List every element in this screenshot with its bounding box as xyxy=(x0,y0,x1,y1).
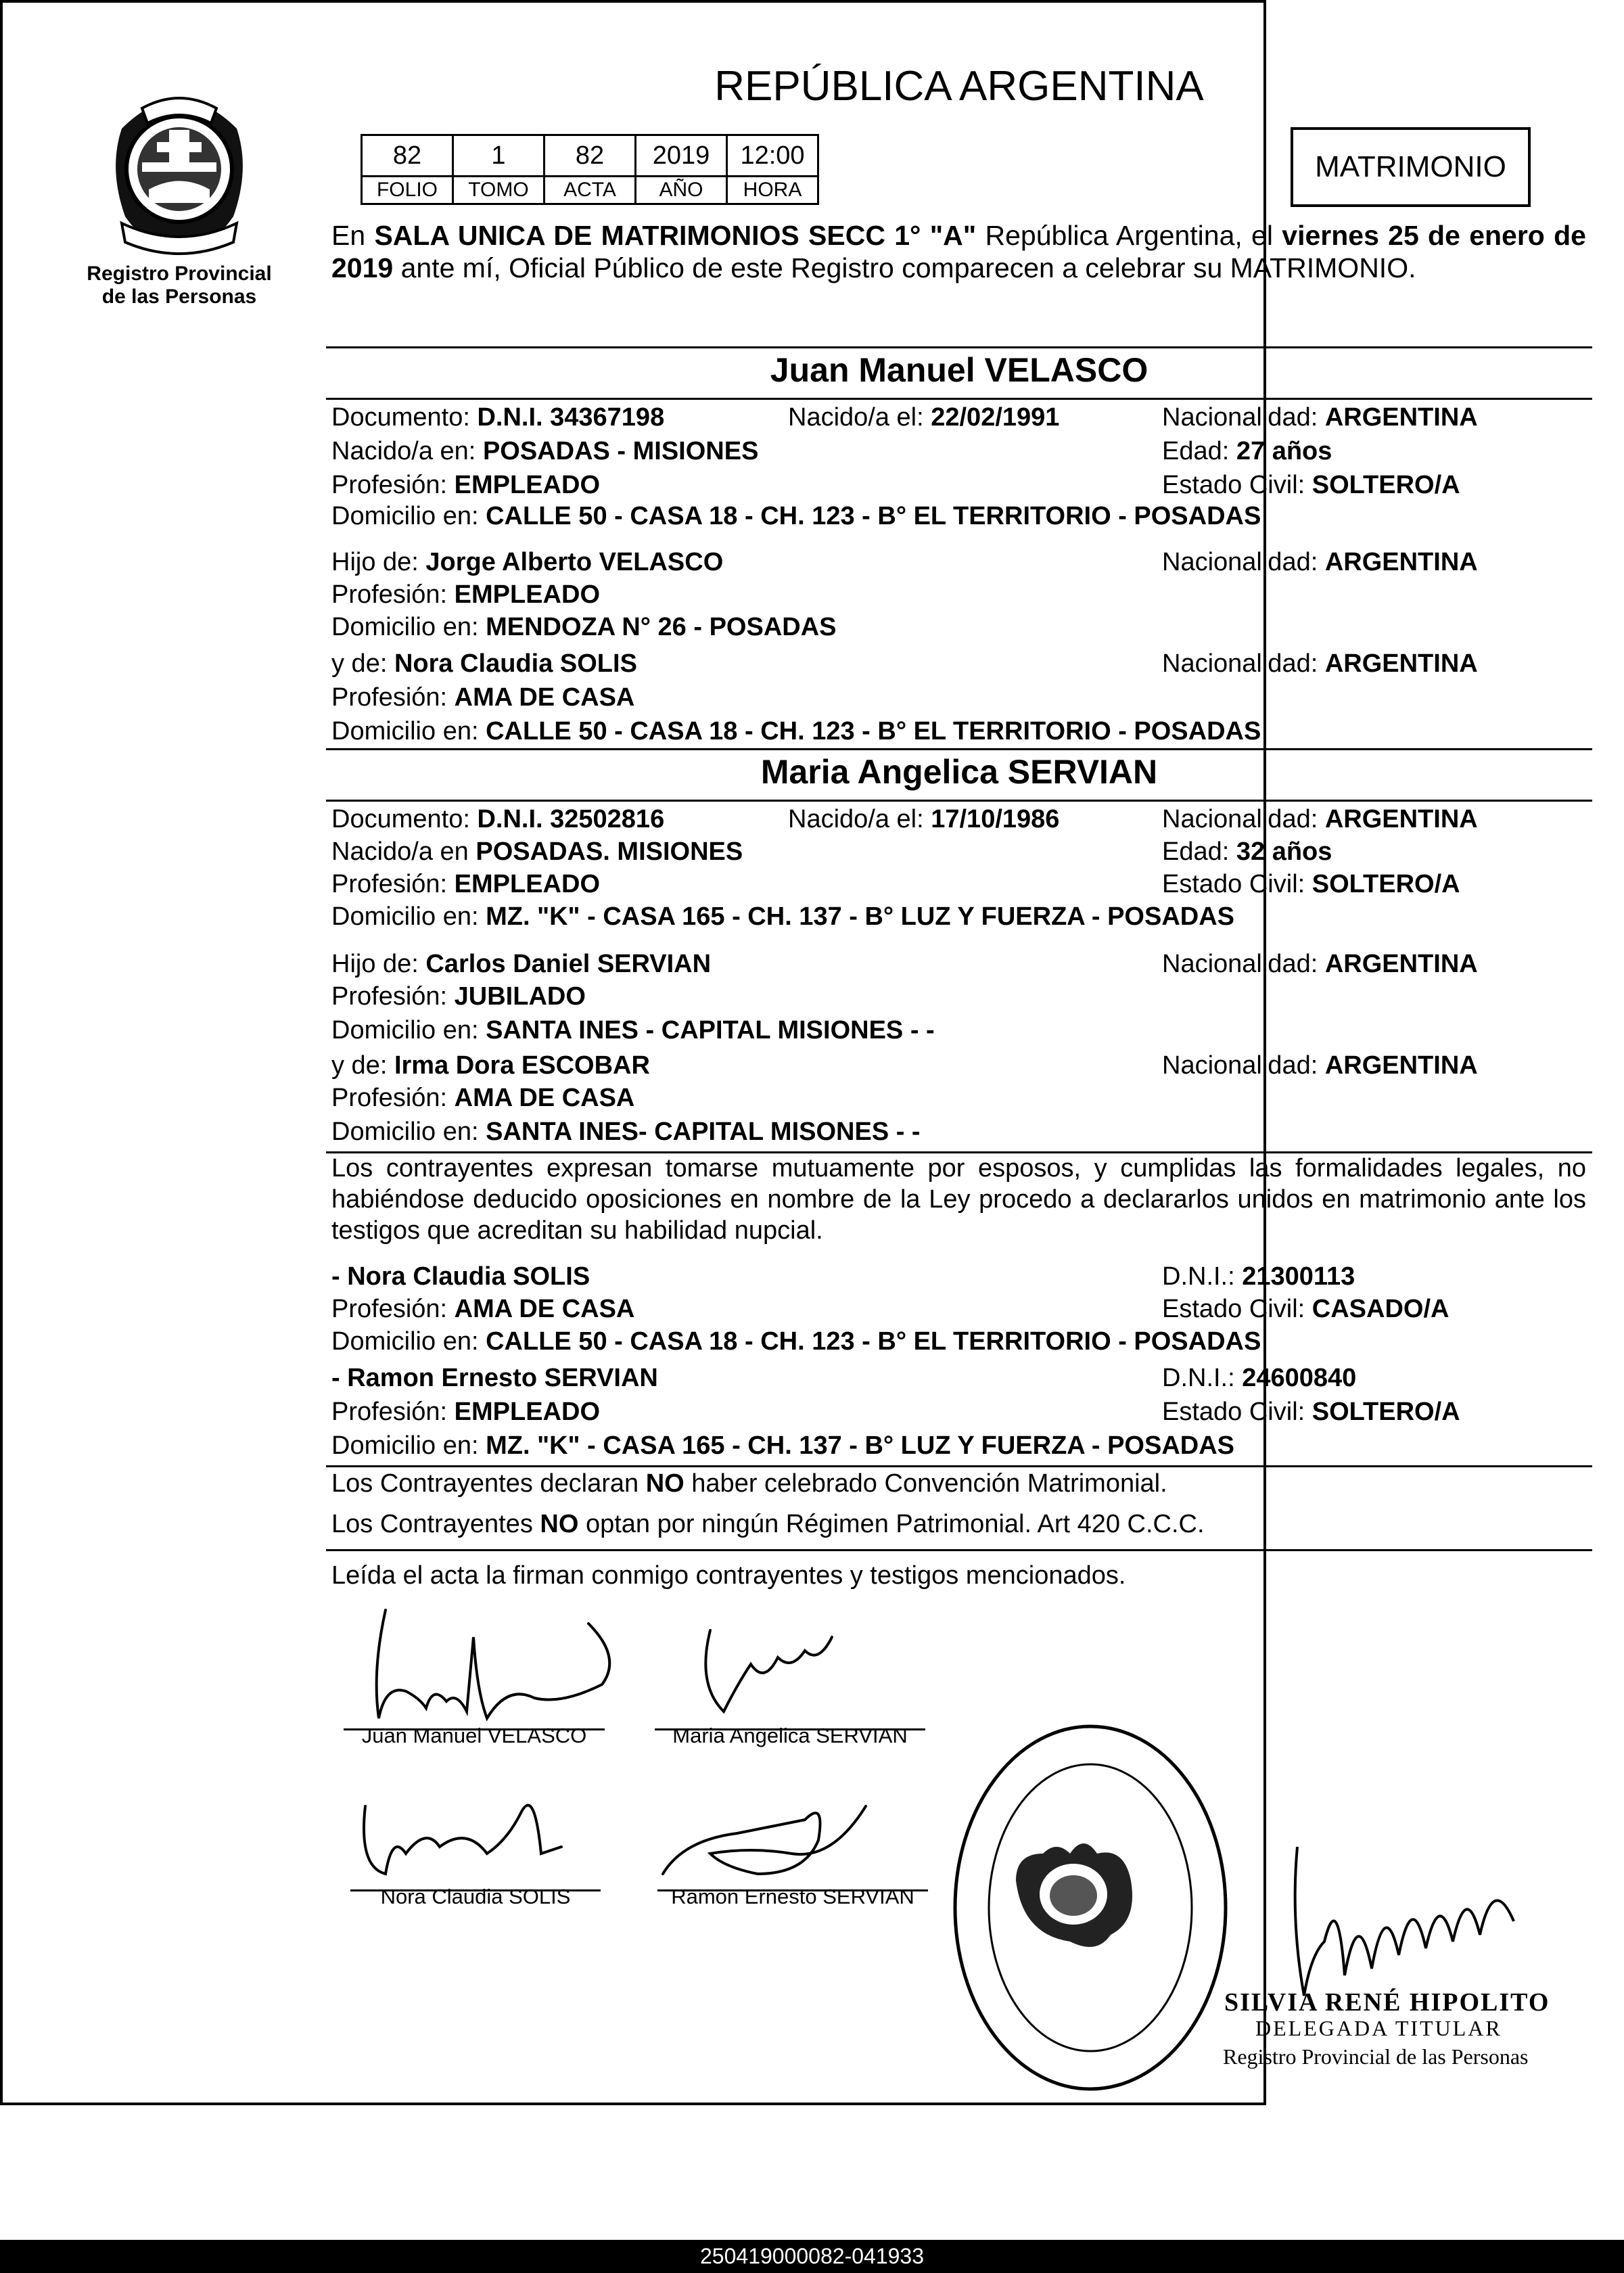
groom-mother-profession: Profesión: AMA DE CASA xyxy=(331,683,635,712)
folio-value: 82 xyxy=(362,135,453,177)
groom-birthplace: Nacido/a en: POSADAS - MISIONES xyxy=(331,437,759,465)
bride-mother-nationality: Nacionalidad: ARGENTINA xyxy=(1162,1051,1478,1080)
bride-father-nationality: Nacionalidad: ARGENTINA xyxy=(1162,950,1478,978)
divider xyxy=(326,398,1592,400)
witness2-civil-status: Estado Civil: SOLTERO/A xyxy=(1162,1398,1460,1426)
signature-intro: Leída el acta la firman conmigo contrayentes y testigos mencionados. xyxy=(331,1561,1126,1590)
witness2-dni: D.N.I.: 24600840 xyxy=(1162,1364,1357,1392)
witness2-address: Domicilio en: MZ. "K" - CASA 165 - CH. 137 - B° LUZ Y FUERZA - POSADAS xyxy=(331,1431,1235,1460)
divider xyxy=(326,346,1592,348)
groom-civil-status: Estado Civil: SOLTERO/A xyxy=(1162,471,1460,499)
witness1-civil-status: Estado Civil: CASADO/A xyxy=(1162,1295,1449,1323)
officer-name: SILVIA RENÉ HIPOLITO xyxy=(1224,1988,1550,2017)
acta-value: 82 xyxy=(544,135,636,177)
bride-birth-date: Nacido/a el: 17/10/1986 xyxy=(788,805,1060,833)
declaration-paragraph: Los contrayentes expresan tomarse mutuamente por esposos, y cumplidas las formalidades legales, no habiéndose deducido oposiciones en nombre de la Ley procedo a declararlos unidos en matrimonio ante los testigos que acreditan su habilidad nupcial. xyxy=(331,1154,1586,1245)
page-title: REPÚBLICA ARGENTINA xyxy=(714,63,1204,110)
provincial-seal-icon xyxy=(95,88,264,257)
bride-father-profession: Profesión: JUBILADO xyxy=(331,982,586,1011)
witness1-signature-label: Nora Claudia SOLIS xyxy=(380,1885,571,1908)
officer-organization: Registro Provincial de las Personas xyxy=(1223,2044,1529,2069)
year-value: 2019 xyxy=(636,135,727,177)
groom-mother: y de: Nora Claudia SOLIS xyxy=(331,649,637,678)
bride-civil-status: Estado Civil: SOLTERO/A xyxy=(1162,870,1460,898)
groom-father-nationality: Nacionalidad: ARGENTINA xyxy=(1162,548,1478,576)
groom-mother-address: Domicilio en: CALLE 50 - CASA 18 - CH. 123 - B° EL TERRITORIO - POSADAS xyxy=(331,717,1261,745)
ceremony-date: viernes 25 de enero de 2019 xyxy=(331,220,1586,283)
bride-signature-label: Maria Angelica SERVIAN xyxy=(672,1724,908,1747)
tomo-value: 1 xyxy=(453,135,544,177)
groom-name: Juan Manuel VELASCO xyxy=(770,351,1149,389)
intro-paragraph: En SALA UNICA DE MATRIMONIOS SECC 1° "A" República Argentina, el viernes 25 de enero de 2019 ante mí, Oficial Público de este Registro comparecen a celebrar su MATRIMONIO. xyxy=(331,220,1586,283)
registry-logo xyxy=(95,88,264,257)
hour-label: HORA xyxy=(727,177,818,204)
bride-mother-profession: Profesión: AMA DE CASA xyxy=(331,1084,635,1112)
document-code-bar: 250419000082-041933 xyxy=(0,2240,1624,2273)
logo-caption-line1: Registro Provincial xyxy=(87,262,272,285)
witness2-signature-label: Ramon Ernesto SERVIAN xyxy=(671,1885,914,1908)
bride-nationality: Nacionalidad: ARGENTINA xyxy=(1162,805,1478,833)
certificate-type-box: MATRIMONIO xyxy=(1291,127,1531,207)
bride-document: Documento: D.N.I. 32502816 xyxy=(331,805,665,833)
bride-name: Maria Angelica SERVIAN xyxy=(760,753,1158,791)
officer-title: DELEGADA TITULAR xyxy=(1255,2016,1502,2040)
groom-father-profession: Profesión: EMPLEADO xyxy=(331,580,601,609)
tomo-label: TOMO xyxy=(453,177,544,204)
folio-label: FOLIO xyxy=(362,177,453,204)
divider xyxy=(326,748,1592,750)
divider xyxy=(326,1549,1592,1551)
witness1-dni: D.N.I.: 21300113 xyxy=(1162,1262,1355,1291)
bride-mother-address: Domicilio en: SANTA INES- CAPITAL MISONES - - xyxy=(331,1118,921,1146)
groom-father: Hijo de: Jorge Alberto VELASCO xyxy=(331,548,724,576)
divider xyxy=(326,800,1592,802)
witness1-profession: Profesión: AMA DE CASA xyxy=(331,1295,635,1323)
bride-mother: y de: Irma Dora ESCOBAR xyxy=(331,1051,650,1080)
bride-age: Edad: 32 años xyxy=(1162,837,1332,866)
bride-father-address: Domicilio en: SANTA INES - CAPITAL MISIONES - - xyxy=(331,1016,935,1044)
hour-value: 12:00 xyxy=(727,135,818,177)
groom-age: Edad: 27 años xyxy=(1162,437,1332,465)
groom-profession: Profesión: EMPLEADO xyxy=(331,471,601,499)
record-meta-table xyxy=(361,134,819,205)
witness1-address: Domicilio en: CALLE 50 - CASA 18 - CH. 123 - B° EL TERRITORIO - POSADAS xyxy=(331,1327,1261,1356)
groom-mother-nationality: Nacionalidad: ARGENTINA xyxy=(1162,649,1478,678)
bride-profession: Profesión: EMPLEADO xyxy=(331,870,601,898)
convention-statement: Los Contrayentes declaran NO haber celebrado Convención Matrimonial. xyxy=(331,1469,1167,1498)
ceremony-place: SALA UNICA DE MATRIMONIOS SECC 1° "A" xyxy=(374,220,977,251)
groom-nationality: Nacionalidad: ARGENTINA xyxy=(1162,403,1478,432)
groom-signature-label: Juan Manuel VELASCO xyxy=(361,1724,587,1747)
logo-caption xyxy=(68,262,291,308)
groom-father-address: Domicilio en: MENDOZA N° 26 - POSADAS xyxy=(331,613,837,641)
year-label: AÑO xyxy=(636,177,727,204)
witness2-name: - Ramon Ernesto SERVIAN xyxy=(331,1364,658,1392)
witness2-profession: Profesión: EMPLEADO xyxy=(331,1398,601,1426)
groom-address: Domicilio en: CALLE 50 - CASA 18 - CH. 123 - B° EL TERRITORIO - POSADAS xyxy=(331,502,1261,530)
divider xyxy=(326,1465,1592,1467)
groom-birth-date: Nacido/a el: 22/02/1991 xyxy=(788,403,1060,432)
official-stamp-icon xyxy=(948,1718,1232,2097)
bride-birthplace: Nacido/a en POSADAS. MISIONES xyxy=(331,837,743,866)
witness1-name: - Nora Claudia SOLIS xyxy=(331,1262,590,1291)
bride-address: Domicilio en: MZ. "K" - CASA 165 - CH. 137 - B° LUZ Y FUERZA - POSADAS xyxy=(331,902,1235,931)
groom-document: Documento: D.N.I. 34367198 xyxy=(331,403,665,432)
patrimonial-statement: Los Contrayentes NO optan por ningún Régimen Patrimonial. Art 420 C.C.C. xyxy=(331,1510,1205,1538)
logo-caption-line2: de las Personas xyxy=(101,285,257,308)
bride-father: Hijo de: Carlos Daniel SERVIAN xyxy=(331,950,712,978)
acta-label: ACTA xyxy=(544,177,636,204)
